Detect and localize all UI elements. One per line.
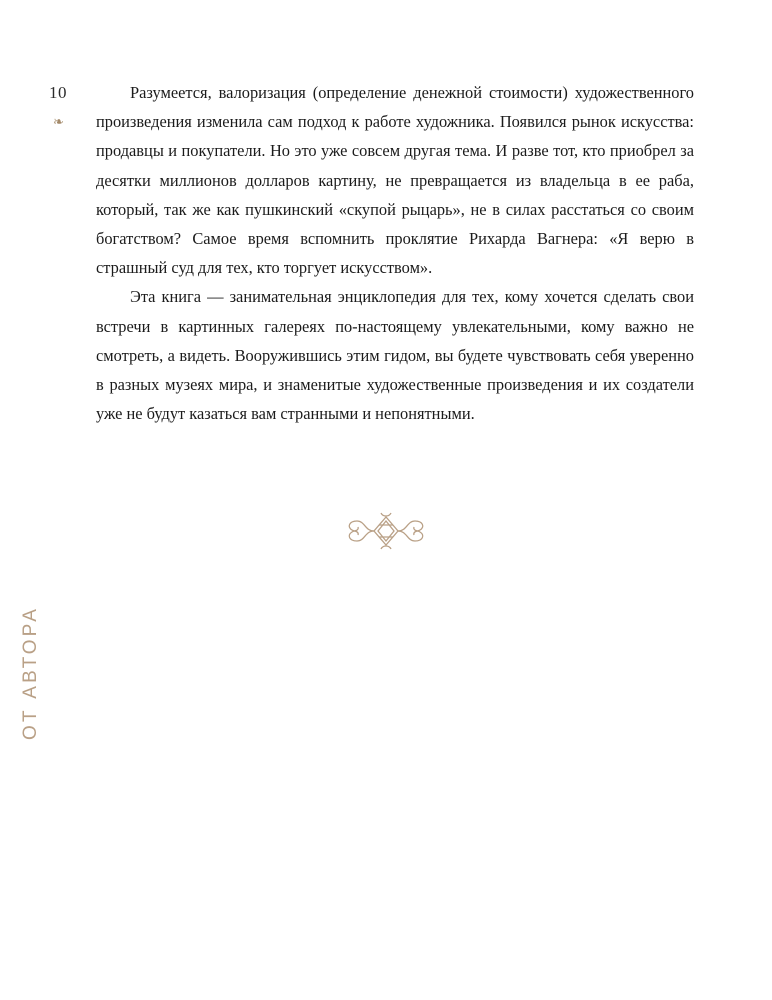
section-divider-ornament-icon: [0, 505, 772, 557]
running-title: ОТ АВТОРА: [20, 605, 41, 740]
paragraph: Эта книга — занимательная энциклопедия для тех, кому хочется сделать свои встречи в картинных галереях по-настоящему увлекательными, кому важно не смотреть, а видеть. Вооружившись этим гидом, вы будете чувствовать себя уверенно в разных музеях мира, и знаменитые художественные произведения и их создатели уже не будут казаться вам странными и непонятными.: [96, 287, 694, 424]
page-number: 10: [49, 83, 67, 102]
paragraph: Разумеется, валоризация (определение денежной стоимости) художественного произведения изменила сам подход к работе художника. Появился рынок искусства: продавцы и покупатели. Но это уже совсем другая тема. И разве тот, кто приобрел за десятки миллионов долларов картину, не превращается из владельца в ее раба, который, так же как пушкинский «скупой рыцарь», не в силах расстаться со своим богатством? Самое время вспомнить проклятие Рихарда Вагнера: «Я верю в страшный суд для тех, кто торгует искусством».: [96, 83, 694, 278]
body-text-column: [96, 78, 694, 428]
margin-ornament-icon: ❧: [53, 114, 63, 129]
